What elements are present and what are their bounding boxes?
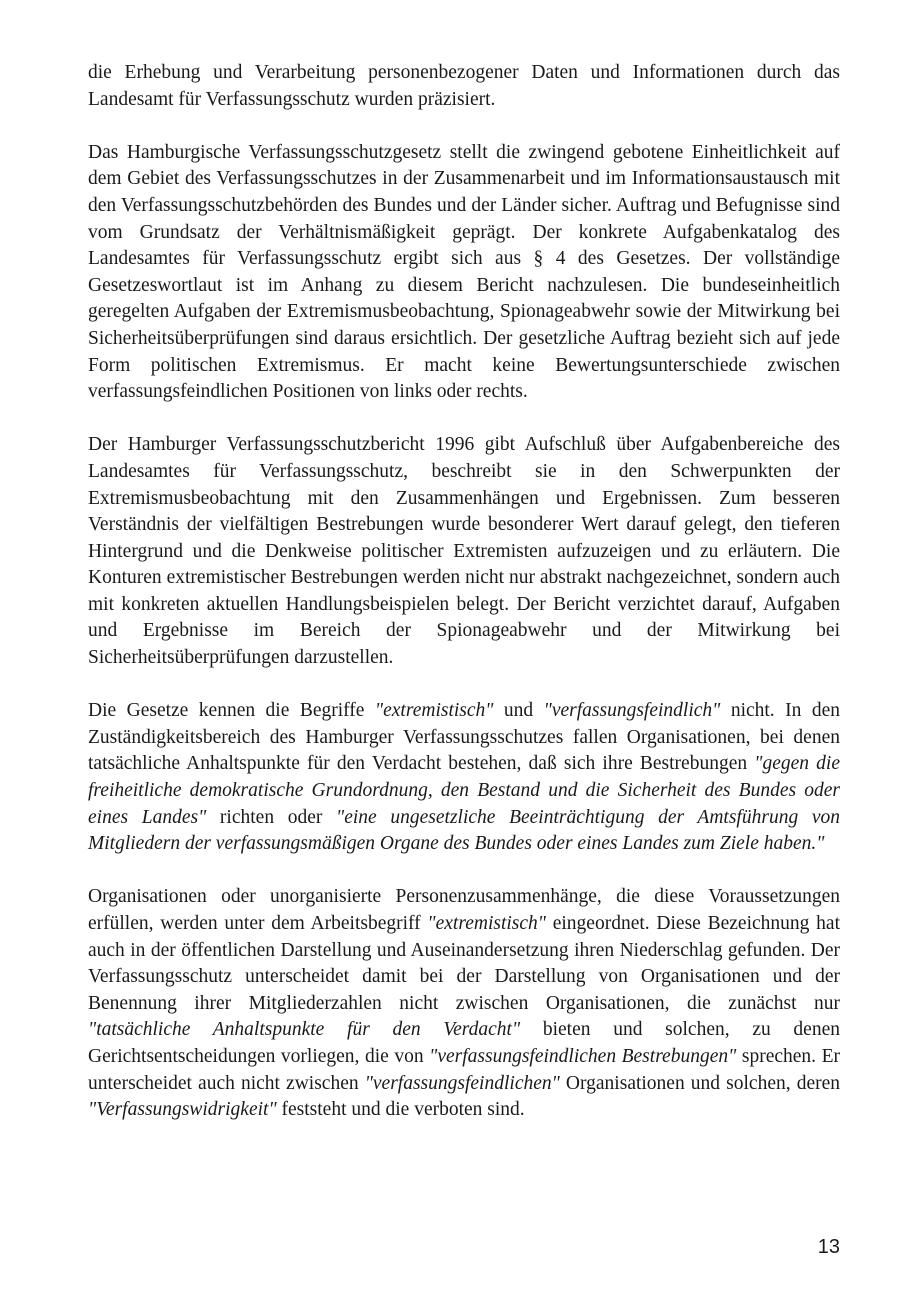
italic-quote: "verfassungsfeindlich" bbox=[543, 700, 721, 722]
text-run: Organisationen oder unorganisierte Personenzusammenhänge, die diese Voraussetzungen erfüllen, werden unter dem Arbeitsbegriff bbox=[88, 886, 840, 934]
text-run: richten oder bbox=[206, 806, 337, 828]
text-run: nicht. In den Zuständigkeitsbereich des Hamburger Verfassungsschutzes fallen Organisationen, bei denen tatsächliche Anhaltspunkte für den Verdacht bestehen, daß sich ihre Bestrebungen bbox=[88, 700, 841, 775]
italic-quote: "Verfassungswidrigkeit" bbox=[88, 1099, 277, 1121]
text-run: Der Hamburger Verfassungsschutzbericht 1996 gibt Aufschluß über Aufgabenbereiche des Landesamtes für Verfassungsschutz, beschreibt sie in den Schwerpunkten der Extremismusbeobachtung mit den Zusammenhängen und Ergebnissen. Zum besseren Verständnis der vielfältigen Bestrebungen wurde besonderer Wert darauf gelegt, den tieferen Hintergrund und die Denkweise politischer Extremisten aufzuzeigen und zu erläutern. Die Konturen extremistischer Bestrebungen werden nicht nur abstrakt nachgezeichnet, sondern auch mit konkreten aktuellen Handlungsbeispielen belegt. Der Bericht verzichtet darauf, Aufgaben und Ergebnisse im Bereich der Spionageabwehr und der Mitwirkung bei Sicherheitsüberprüfungen darzustellen. bbox=[88, 434, 840, 669]
paragraph bbox=[88, 432, 840, 671]
italic-quote: "verfassungsfeindlichen" bbox=[364, 1072, 560, 1094]
text-run: und bbox=[493, 700, 544, 722]
text-run: Organisationen und solchen, deren bbox=[559, 1072, 841, 1094]
paragraph bbox=[88, 698, 840, 858]
text-run: feststeht und die verboten sind. bbox=[276, 1099, 525, 1121]
text-run: Das Hamburgische Verfassungsschutzgesetz stellt die zwingend gebotene Einheitlichkeit auf dem Gebiet des Verfassungsschutzes in der Zusammenarbeit und im Informationsaustausch mit den Verfassungsschutzbehörden des Bundes und der Länder sicher. Auftrag und Befugnisse sind vom Grundsatz der Verhältnismäßigkeit geprägt. Der konkrete Aufgabenkatalog des Landesamtes für Verfassungsschutz ergibt sich aus § 4 des Gesetzes. Der vollständige Gesetzeswortlaut ist im Anhang zu diesem Bericht nachzulesen. Die bundeseinheitlich geregelten Aufgaben der Extremismusbeobachtung, Spionageabwehr sowie der Mitwirkung bei Sicherheitsüberprüfungen sind daraus ersichtlich. Der gesetzliche Auftrag bezieht sich auf jede Form politischen Extremismus. Er macht keine Bewertungsunterschiede zwischen verfassungsfeindlichen Positionen von links oder rechts. bbox=[88, 141, 840, 403]
italic-quote: "extremistisch" bbox=[374, 700, 494, 722]
italic-quote: "eine ungesetzliche Beeinträchtigung der Amtsführung von Mitgliedern der verfassungsmäßigen Organe des Bundes oder eines Landes zum Ziele haben." bbox=[88, 806, 841, 855]
paragraph bbox=[88, 140, 840, 406]
text-run: Die Gesetze kennen die Begriffe bbox=[88, 700, 375, 722]
text-run: bieten und solchen, zu denen Gerichtsentscheidungen vorliegen, die von bbox=[88, 1019, 840, 1067]
page-number: 13 bbox=[817, 1236, 840, 1258]
body-text bbox=[88, 60, 840, 1124]
paragraph bbox=[88, 884, 840, 1123]
text-run: eingeordnet. Diese Bezeichnung hat auch in der öffentlichen Darstellung und Auseinandersetzung ihren Niederschlag gefunden. Der Verfassungsschutz unterscheidet damit bei der Darstellung von Organisationen und der Benennung ihrer Mitgliederzahlen nicht zwischen Organisationen, die zunächst nur bbox=[88, 913, 840, 1014]
italic-quote: "gegen die freiheitliche demokratische Grundordnung, den Bestand und die Sicherheit des Bundes oder eines Landes" bbox=[88, 753, 840, 828]
text-run: die Erhebung und Verarbeitung personenbezogener Daten und Informationen durch das Landesamt für Verfassungsschutz wurden präzisiert. bbox=[88, 62, 840, 110]
italic-quote: "tatsächliche Anhaltspunkte für den Verdacht" bbox=[88, 1019, 521, 1041]
paragraph bbox=[88, 60, 840, 113]
italic-quote: "extremistisch" bbox=[427, 913, 546, 934]
italic-quote: "verfassungsfeindlichen Bestrebungen" bbox=[429, 1045, 737, 1067]
text-run: sprechen. Er unterscheidet auch nicht zwischen bbox=[88, 1045, 840, 1094]
